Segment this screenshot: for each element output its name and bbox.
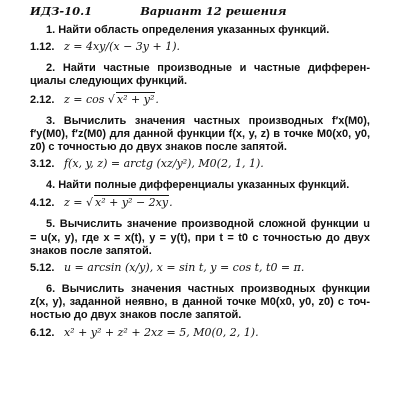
task-6-expression: x² + y² + z² + 2xz = 5, M0(0, 2, 1). (63, 325, 259, 339)
task-3-line-3: M0(x0, y0, z0) с точностью до двух знаков после запятой. (30, 127, 371, 154)
section-5 (30, 218, 370, 274)
task-5-number: 5.12. (30, 262, 55, 275)
task-2-line-1: 2. Найти частные производные и частные дифферен- (46, 62, 370, 75)
task-3-expression: f(x, y, z) = arctg (xz/y²), M0(2, 1, 1). (63, 157, 264, 171)
task-2-number: 2.12. (30, 93, 55, 106)
task-4-line-1: 4. Найти полные дифференциалы указанных функций. (46, 179, 350, 192)
task-2-radicand: x² + y² (116, 92, 155, 106)
task-3-statement (30, 115, 370, 155)
sqrt-symbol: √ (85, 196, 93, 210)
task-3-item (30, 157, 370, 170)
assignment-code: ИДЗ-10.1 (30, 4, 93, 18)
task-5-line-3: двух знаков после запятой. (30, 231, 371, 257)
section-3 (30, 115, 370, 171)
task-6-number: 6.12. (30, 326, 55, 339)
document-header (30, 4, 370, 18)
section-6 (30, 283, 370, 339)
task-3-line-1: 3. Вычислить значения частных производных f′x(M0), (46, 114, 370, 127)
task-2-expr-prefix: z = cos (63, 92, 108, 106)
task-2-expr-suffix: . (155, 92, 159, 106)
task-1-expression: z = 4xy/(x − 3y + 1). (63, 40, 181, 54)
task-6-statement (30, 283, 370, 323)
task-1-number: 1.12. (30, 41, 55, 54)
task-6-line-1: 6. Вычислить значения частных производных функции (46, 283, 370, 296)
task-6-line-3: ностью до двух знаков после запятой. (30, 309, 242, 322)
task-1-statement (30, 24, 370, 37)
section-1 (30, 24, 370, 53)
task-1-item (30, 40, 370, 53)
task-5-line-1: 5. Вычислить значение производной сложной функции (46, 218, 359, 231)
task-4-expr-prefix: z = (63, 196, 86, 210)
task-4-radicand: x² + y² − 2xy (95, 196, 169, 210)
sqrt-symbol: √ (107, 92, 115, 106)
task-6-item (30, 326, 370, 339)
task-5-item (30, 261, 370, 274)
task-4-expression (64, 196, 173, 209)
task-5-expression: u = arcsin (x/y), x = sin t, y = cos t, t0 = π. (63, 261, 305, 275)
task-4-item (30, 195, 370, 209)
task-2-item (30, 92, 370, 106)
task-2-expression (64, 93, 159, 106)
task-5-statement (30, 218, 370, 258)
variant-title: Вариант 12 решения (140, 4, 287, 18)
task-2-statement (30, 62, 370, 88)
task-1-line-1: 1. Найти область определения указанных функций. (46, 24, 330, 36)
task-4-number: 4.12. (30, 197, 55, 210)
task-3-line-2: f′y(M0), f′z(M0) для данной функции f(x, y, z) в точке (30, 127, 314, 140)
task-4-expr-suffix: . (169, 196, 173, 210)
task-4-statement (30, 179, 370, 192)
task-3-number: 3.12. (30, 158, 55, 171)
task-5-line-2: u = u(x, y), где x = x(t), y = y(t), при t = t0 с точностью до (30, 218, 371, 244)
task-2-line-2: циалы следующих функций. (30, 75, 188, 88)
task-6-line-2: z(x, y), заданной неявно, в данной точке M0(x0, y0, z0) с точ- (30, 296, 370, 309)
section-4 (30, 179, 370, 209)
section-2 (30, 62, 370, 105)
